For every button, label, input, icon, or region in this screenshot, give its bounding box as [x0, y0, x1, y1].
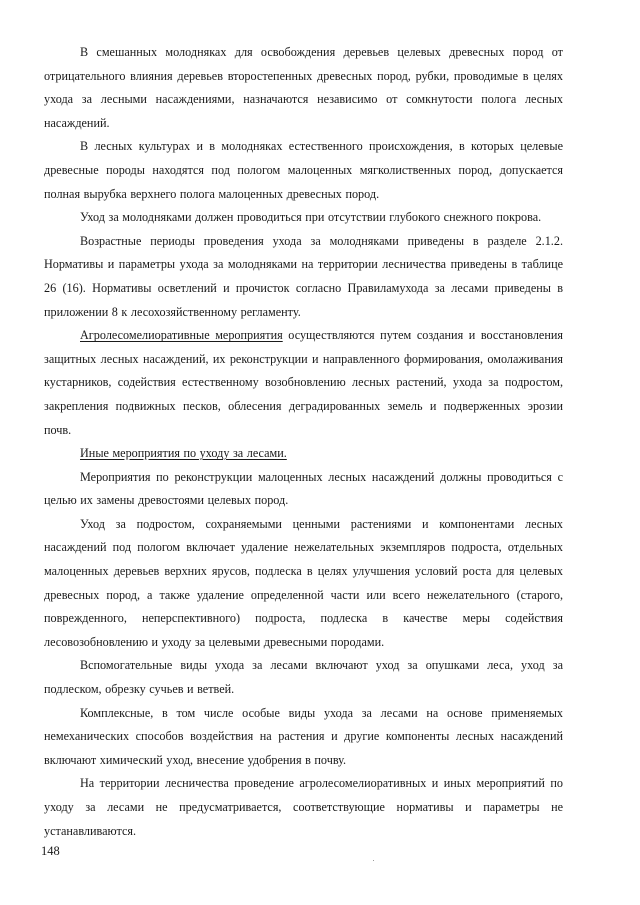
- paragraph-not-planned: На территории лесничества проведение агролесомелиоративных и иных мероприятий по уходу за лесами не предусматривается, соответствующие нормативы и параметры не устанавливаются.: [44, 776, 563, 838]
- scan-speck: [373, 860, 374, 861]
- paragraph-agroforestry: Агролесомелиоративные мероприятия осуществляются путем создания и восстановления защитных лесных насаждений, их реконструкции и направленного формирования, омолаживания кустарников, содействия естественному возобновлению лесных растений, ухода за подростом, закрепления подвижных песков, облесения деградированных земель и подверженных эрозии почв.: [44, 328, 563, 437]
- page-number: 148: [41, 844, 60, 858]
- agroforestry-term: Агролесомелиоративные мероприятия: [80, 328, 283, 343]
- body-text: [44, 41, 563, 843]
- paragraph-complex-care: Комплексные, в том числе особые виды ухода за лесами на основе применяемых немеханических способов воздействия на растения и другие компоненты лесных насаждений включают химический уход, внесение удобрения в почву.: [44, 705, 563, 767]
- paragraph-snow-cover: Уход за молодняками должен проводиться при отсутствии глубокого снежного покрова.: [80, 210, 542, 225]
- paragraph-age-periods: Возрастные периоды проведения ухода за молодняками приведены в разделе 2.1.2. Нормативы и параметры ухода за молодняками на территории лесничества приведены в таблице 26 (16). Нормативы осветлений и прочисток согласно Правиламухода за лесами приведены в приложении 8 к лесохозяйственному регламенту.: [44, 233, 563, 319]
- paragraph-reconstruction: Мероприятия по реконструкции малоценных лесных насаждений должны проводиться с целью их замены древостоями целевых пород.: [44, 469, 563, 508]
- paragraph-mixed-young-stands: В смешанных молодняках для освобождения деревьев целевых древесных пород от отрицательного влияния деревьев второстепенных древесных пород, рубки, проводимые в целях ухода за лесными насаждениями, назначаются независимо от сомкнутости полога лесных насаждений.: [44, 45, 563, 130]
- section-heading-other-measures: Иные мероприятия по уходу за лесами.: [80, 446, 287, 461]
- paragraph-undergrowth-care: Уход за подростом, сохраняемыми ценными растениями и компонентами лесных насаждений под пологом включает удаление нежелательных экземпляров подроста, отдельных малоценных деревьев верхних ярусов, подлеска в целях улучшения условий роста для целевых древесных пород, а также удаление определенной части или всего нежелательного (старого, поврежденного, неперспективного) подроста, подлеска в качестве меры содействия лесовозобновлению и уходу за целевыми древесными породами.: [44, 516, 563, 649]
- paragraph-forest-cultures: В лесных культурах и в молодняках естественного происхождения, в которых целевые древесные породы находятся под пологом малоценных мягколиственных пород, допускается полная вырубка верхнего полога малоценных древесных пород.: [44, 139, 563, 201]
- paragraph-auxiliary-care: Вспомогательные виды ухода за лесами включают уход за опушками леса, уход за подлеском, обрезку сучьев и ветвей.: [44, 658, 563, 697]
